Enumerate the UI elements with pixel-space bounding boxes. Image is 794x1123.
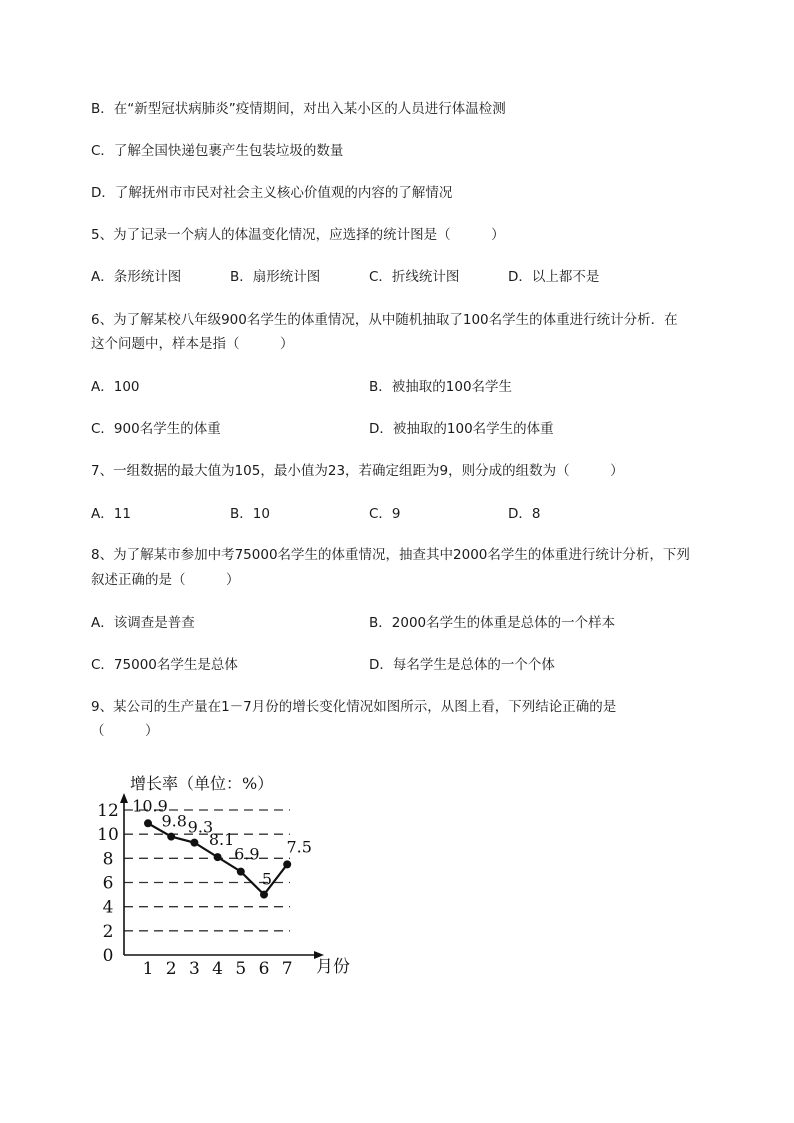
q9-stem-line2: （ ） [91,723,159,739]
q8-option-d: D．每名学生是总体的一个个体 [369,657,555,673]
x-tick-label-7: 7 [281,959,293,979]
y-tick-label-0: 0 [102,946,114,966]
data-point-month-6 [260,891,268,899]
y-tick-label-2: 2 [102,921,114,942]
x-tick-label-6: 6 [258,959,270,979]
q4-option-c: C．了解全国快递包裹产生包装垃圾的数量 [91,143,344,159]
chart-x-ticks [143,959,293,979]
y-tick-label-4: 4 [102,897,114,918]
data-point-month-5 [237,868,245,876]
data-label-month-1: 10.9 [132,796,168,816]
q4-option-d: D．了解抚州市市民对社会主义核心价值观的内容的了解情况 [91,185,453,201]
x-tick-label-4: 4 [212,959,224,979]
q8-stem-line1: 8、为了解某市参加中考75000名学生的体重情况，抽查其中2000名学生的体重进行统计分析，下列 [91,547,690,563]
data-point-month-2 [167,833,175,841]
q7-option-b: B．10 [230,506,270,522]
q7-option-d: D．8 [508,506,541,522]
data-point-month-4 [214,853,222,861]
x-tick-label-5: 5 [235,959,247,979]
chart-y-axis-label: 增长率（单位：%） [130,774,274,793]
q8-option-c: C．75000名学生是总体 [91,657,238,673]
x-tick-label-2: 2 [165,959,177,979]
growth-rate-line-chart [90,765,370,985]
data-label-month-6: 5 [261,869,273,889]
q6-option-c: C．900名学生的体重 [91,421,221,437]
chart-y-ticks [97,801,119,966]
data-label-month-5: 6.9 [234,844,260,864]
data-label-month-3: 9.3 [187,817,214,837]
q5-option-a: A．条形统计图 [91,269,182,285]
q7-option-c: C．9 [369,506,401,522]
data-label-month-2: 9.8 [161,811,187,831]
q5-option-d: D．以上都不是 [508,269,600,285]
y-axis-arrow [120,793,128,803]
q6-option-a: A．100 [91,379,140,395]
data-point-month-7 [283,860,291,868]
data-label-month-7: 7.5 [286,837,312,857]
q5-option-b: B．扇形统计图 [230,269,321,285]
x-tick-label-1: 1 [142,959,154,979]
y-tick-label-10: 10 [97,825,119,846]
q8-stem-line2: 叙述正确的是（ ） [91,572,240,588]
q6-stem-line2: 这个问题中，样本是指（ ） [91,336,294,352]
data-point-month-3 [190,839,198,847]
q8-option-b: B．2000名学生的体重是总体的一个样本 [369,615,616,631]
q5-option-c: C．折线统计图 [369,269,460,285]
chart-axes [120,793,324,959]
q7-option-a: A．11 [91,506,131,522]
q5-stem: 5、为了记录一个病人的体温变化情况，应选择的统计图是（ ） [91,227,505,243]
y-tick-label-6: 6 [102,873,114,894]
y-tick-label-12: 12 [97,801,119,821]
y-tick-label-8: 8 [102,849,114,870]
q7-stem: 7、一组数据的最大值为105，最小值为23，若确定组距为9，则分成的组数为（ ） [91,463,624,479]
q9-stem-line1: 9、某公司的生产量在1－7月份的增长变化情况如图所示，从图上看，下列结论正确的是 [91,699,617,715]
data-label-month-4: 8.1 [208,830,235,850]
q6-option-b: B．被抽取的100名学生 [369,379,513,395]
q6-stem-line1: 6、为了解某校八年级900名学生的体重情况，从中随机抽取了100名学生的体重进行统计分析．在 [91,312,678,328]
chart-x-axis-label: 月份 [316,957,350,977]
x-tick-label-3: 3 [188,959,200,979]
data-point-month-1 [144,819,152,827]
q6-option-d: D．被抽取的100名学生的体重 [369,421,554,437]
q8-option-a: A．该调查是普查 [91,615,195,631]
q4-option-b: B．在“新型冠状病肺炎”疫情期间，对出入某小区的人员进行体温检测 [91,101,506,117]
